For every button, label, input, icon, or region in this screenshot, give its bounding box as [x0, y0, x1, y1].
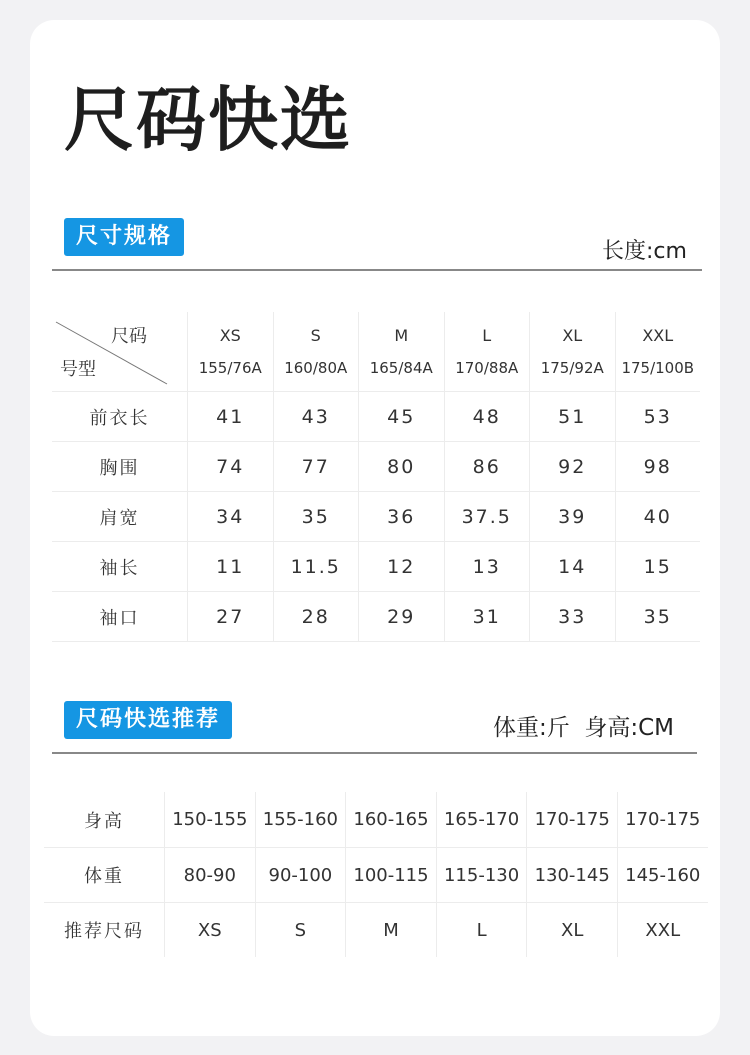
size-code: XS — [219, 326, 241, 345]
table-cell: 31 — [444, 592, 530, 642]
recommend-section-tag: 尺码快选推荐 — [64, 701, 232, 739]
size-type: 170/88A — [455, 359, 519, 377]
table-cell: 80 — [358, 442, 444, 492]
row-label: 前衣长 — [52, 392, 187, 442]
table-cell: 80-90 — [164, 847, 255, 902]
table-cell: 11 — [187, 542, 273, 592]
size-type: 160/80A — [284, 359, 348, 377]
table-cell: 92 — [529, 442, 615, 492]
table-cell: 150-155 — [164, 792, 255, 847]
row-label: 袖口 — [52, 592, 187, 642]
page-title: 尺码快选 — [64, 79, 352, 161]
table-cell: 77 — [273, 442, 359, 492]
size-code: S — [310, 326, 321, 345]
table-cell: 34 — [187, 492, 273, 542]
size-recommend-table — [44, 792, 708, 957]
size-column-header — [529, 312, 615, 392]
recommend-unit-label: 体重:斤 身高:CM — [493, 715, 675, 741]
table-cell: 170-175 — [526, 792, 617, 847]
recommend-divider — [52, 752, 697, 754]
table-cell: XL — [526, 902, 617, 957]
table-cell: 39 — [529, 492, 615, 542]
table-cell: 90-100 — [255, 847, 346, 902]
table-cell: 155-160 — [255, 792, 346, 847]
table-cell: 145-160 — [617, 847, 708, 902]
size-type: 155/76A — [198, 359, 262, 377]
table-cell: 12 — [358, 542, 444, 592]
row-label: 体重 — [44, 847, 164, 902]
table-cell: 48 — [444, 392, 530, 442]
spec-divider — [52, 269, 702, 271]
table-cell: 51 — [529, 392, 615, 442]
size-spec-table — [52, 312, 700, 642]
table-cell: 53 — [615, 392, 701, 442]
table-cell: 27 — [187, 592, 273, 642]
table-cell: XS — [164, 902, 255, 957]
table-cell: 45 — [358, 392, 444, 442]
table-cell: 130-145 — [526, 847, 617, 902]
table-cell: M — [345, 902, 436, 957]
table-cell: 29 — [358, 592, 444, 642]
table-cell: 35 — [273, 492, 359, 542]
table-cell: XXL — [617, 902, 708, 957]
size-column-header — [358, 312, 444, 392]
table-cell: 160-165 — [345, 792, 436, 847]
size-code: L — [482, 326, 492, 345]
table-cell: 13 — [444, 542, 530, 592]
row-label: 身高 — [84, 810, 124, 832]
table-cell: 35 — [615, 592, 701, 642]
row-label: 袖长 — [52, 542, 187, 592]
corner-size-label: 尺码 — [111, 326, 147, 347]
size-column-header — [615, 312, 701, 392]
size-column-header — [187, 312, 273, 392]
table-cell: 86 — [444, 442, 530, 492]
size-code: XXL — [642, 326, 674, 345]
size-column-header — [444, 312, 530, 392]
table-cell: S — [255, 902, 346, 957]
table-cell: 33 — [529, 592, 615, 642]
table-cell: 98 — [615, 442, 701, 492]
size-type: 175/100B — [621, 359, 695, 377]
size-code: XL — [562, 326, 583, 345]
table-cell: 15 — [615, 542, 701, 592]
row-label: 肩宽 — [52, 492, 187, 542]
table-cell: 28 — [273, 592, 359, 642]
table-cell: 41 — [187, 392, 273, 442]
table-cell: 43 — [273, 392, 359, 442]
table-cell: 40 — [615, 492, 701, 542]
table-corner-header — [52, 312, 187, 392]
table-cell: 14 — [529, 542, 615, 592]
table-cell: 165-170 — [436, 792, 527, 847]
table-cell: 37.5 — [444, 492, 530, 542]
table-cell: 115-130 — [436, 847, 527, 902]
table-cell: 11.5 — [273, 542, 359, 592]
size-code: M — [394, 326, 409, 345]
row-label: 推荐尺码 — [44, 902, 164, 957]
row-label: 胸围 — [52, 442, 187, 492]
spec-section-tag: 尺寸规格 — [64, 218, 184, 256]
table-cell: L — [436, 902, 527, 957]
table-cell: 74 — [187, 442, 273, 492]
table-cell: 100-115 — [345, 847, 436, 902]
size-type: 175/92A — [540, 359, 604, 377]
table-cell: 170-175 — [617, 792, 708, 847]
size-column-header — [273, 312, 359, 392]
size-type: 165/84A — [369, 359, 433, 377]
corner-type-label: 号型 — [60, 359, 96, 380]
table-cell: 36 — [358, 492, 444, 542]
spec-unit-label: 长度:cm — [602, 239, 687, 264]
